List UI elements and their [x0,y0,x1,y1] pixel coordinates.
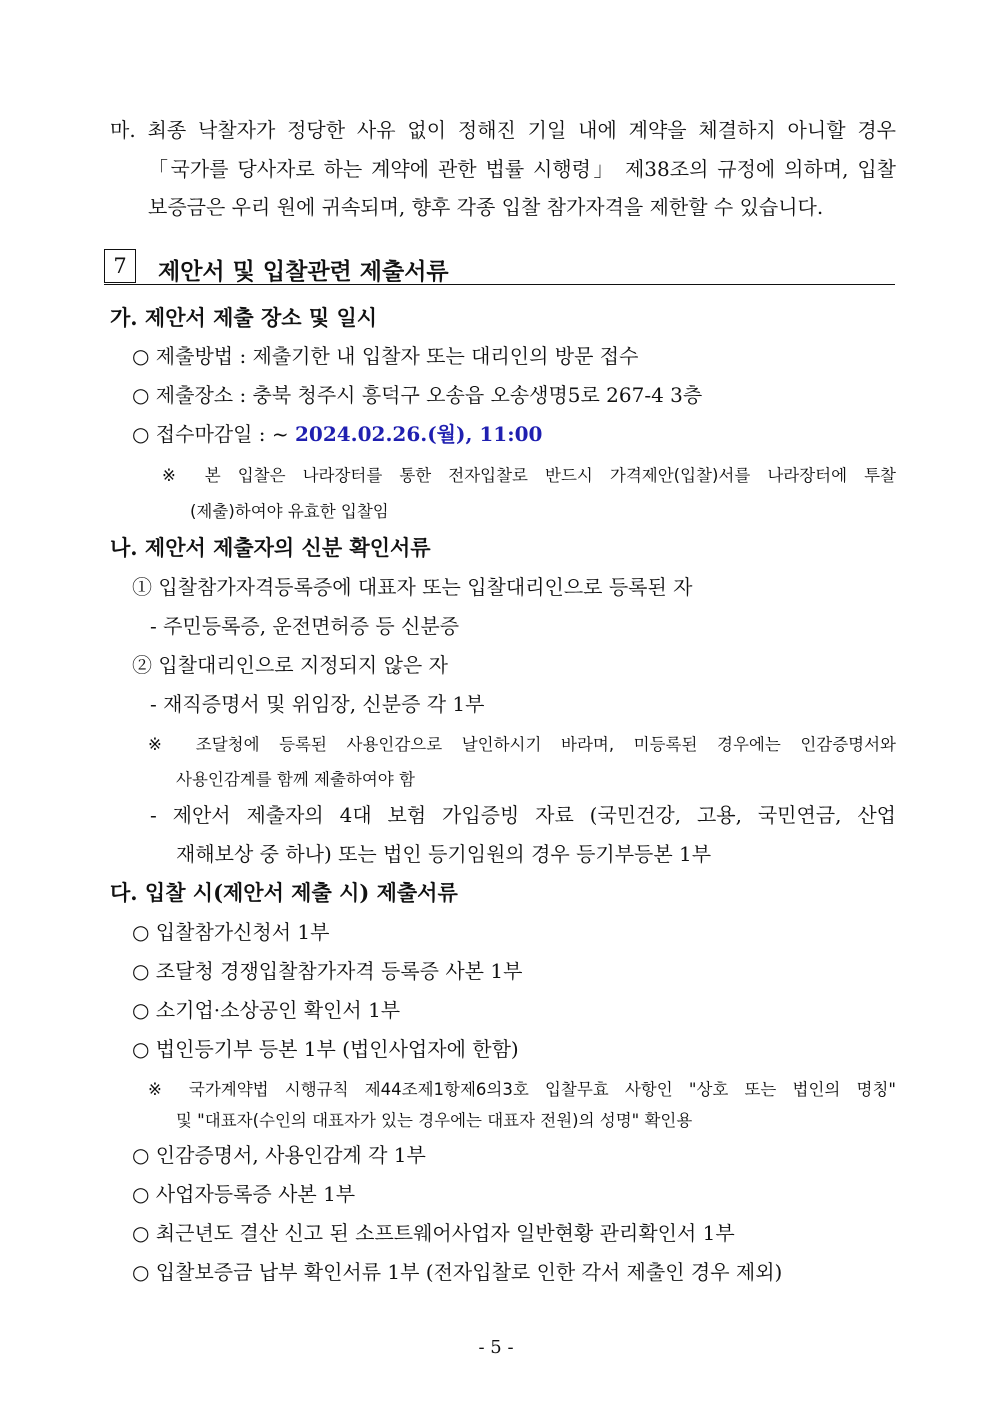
heading-na: 나. 제안서 제출자의 신분 확인서류 [110,535,431,560]
insurance-line-1: - 제안서 제출자의 4대 보험 가입증빙 자료 (국민건강, 고용, 국민연금, 산업 [150,803,896,827]
paragraph-ma-line-2: 「국가를 당사자로 하는 계약에 관한 법률 시행령」 제38조의 규정에 의하며, 입찰 [148,157,896,181]
identity-item-2: ② 입찰대리인으로 지정되지 않은 자 [132,653,448,677]
document-item: ○ 소기업·소상공인 확인서 1부 [132,998,401,1022]
submission-deadline [132,421,542,447]
heading-ga: 가. 제안서 제출 장소 및 일시 [110,305,378,330]
note-e-bidding-line-2: (제출)하여야 유효한 입찰임 [190,502,389,521]
note-e-bidding-line-1: ※ 본 입찰은 나라장터를 통한 전자입찰로 반드시 가격제안(입찰)서를 나라장터에 투찰 [162,466,896,485]
identity-item-1-sub: - 주민등록증, 운전면허증 등 신분증 [150,614,460,638]
submission-method: ○ 제출방법 : 제출기한 내 입찰자 또는 대리인의 방문 접수 [132,344,639,368]
document-item: ○ 입찰참가신청서 1부 [132,920,330,944]
paragraph-ma-line-3: 보증금은 우리 원에 귀속되며, 향후 각종 입찰 참가자격을 제한할 수 있습니다. [148,195,824,219]
document-item: ○ 인감증명서, 사용인감계 각 1부 [132,1143,426,1167]
note-seal-line-2: 사용인감계를 함께 제출하여야 함 [176,770,415,789]
document-item: ○ 조달청 경쟁입찰참가자격 등록증 사본 1부 [132,959,523,983]
section-divider [104,284,895,285]
heading-da: 다. 입찰 시(제안서 제출 시) 제출서류 [110,880,458,905]
section-number-box: 7 [104,249,136,283]
identity-item-2-sub: - 재직증명서 및 위임장, 신분증 각 1부 [150,692,485,716]
paragraph-ma-line-1: 마. 최종 낙찰자가 정당한 사유 없이 정해진 기일 내에 계약을 체결하지 아니할 경우 [110,118,896,142]
note-contract-law-line-1: ※ 국가계약법 시행규칙 제44조제1항제6의3호 입찰무효 사항인 "상호 또는 법인의 명칭" [148,1080,896,1099]
document-item: ○ 최근년도 결산 신고 된 소프트웨어사업자 일반현황 관리확인서 1부 [132,1221,735,1245]
document-item: ○ 입찰보증금 납부 확인서류 1부 (전자입찰로 인한 각서 제출인 경우 제외) [132,1260,783,1284]
note-contract-law-line-2: 및 "대표자(수인의 대표자가 있는 경우에는 대표자 전원)의 성명" 확인용 [176,1111,693,1130]
submission-place: ○ 제출장소 : 충북 청주시 흥덕구 오송읍 오송생명5로 267-4 3층 [132,383,703,407]
identity-item-1: ① 입찰참가자격등록증에 대표자 또는 입찰대리인으로 등록된 자 [132,575,693,599]
document-item: ○ 법인등기부 등본 1부 (법인사업자에 한함) [132,1037,519,1061]
page-number: - 5 - [478,1337,514,1358]
deadline-value: 2024.02.26.(월), 11:00 [294,422,543,446]
note-seal-line-1: ※ 조달청에 등록된 사용인감으로 날인하시기 바라며, 미등록된 경우에는 인감증명서와 [148,735,896,754]
document-item: ○ 사업자등록증 사본 1부 [132,1182,356,1206]
insurance-line-2: 재해보상 중 하나) 또는 법인 등기임원의 경우 등기부등본 1부 [176,842,712,866]
section-title: 제안서 및 입찰관련 제출서류 [158,258,449,285]
deadline-label: ○ 접수마감일 : ~ [132,422,289,446]
